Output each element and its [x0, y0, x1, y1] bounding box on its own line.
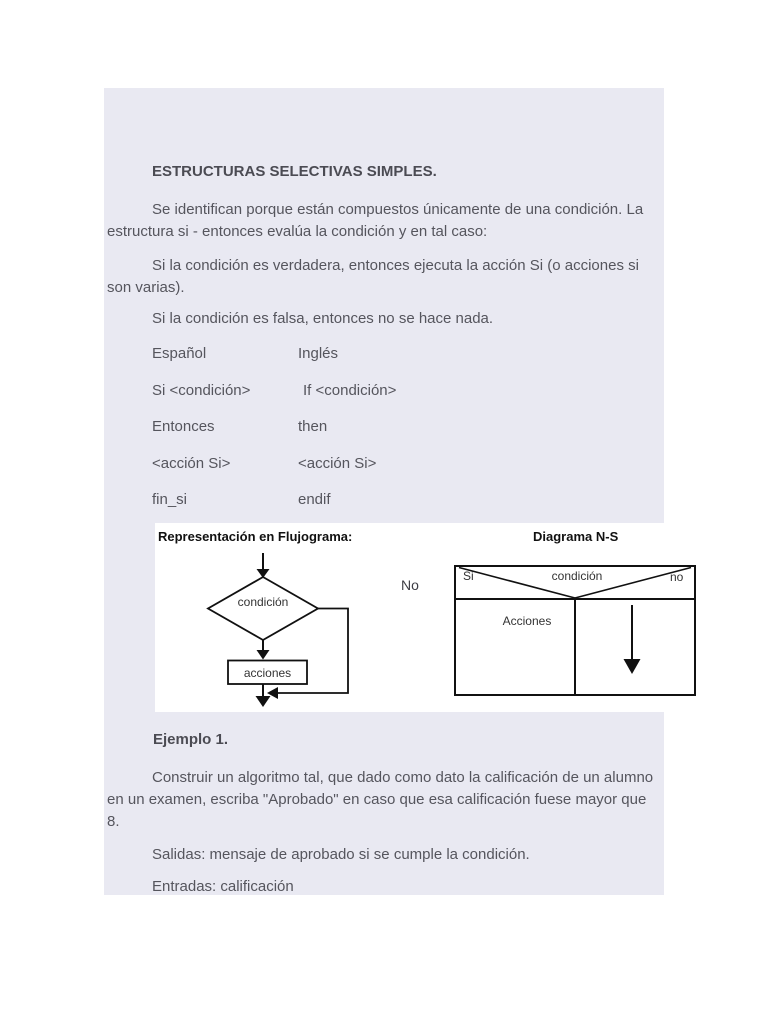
table-cell-en: <acción Si> [298, 455, 377, 472]
ns-condition-label: condición [551, 569, 603, 583]
table-cell-es: fin_si [152, 491, 188, 508]
section-heading: ESTRUCTURAS SELECTIVAS SIMPLES. [152, 163, 437, 180]
flow-yes-arrow [257, 640, 270, 660]
paragraph-line: Construir un algoritmo tal, que dado como dato la calificación de un alumno [152, 769, 654, 786]
paragraph-line: estructura si - entonces evalúa la condición y en tal caso: [107, 223, 488, 240]
table-cell-en: endif [298, 491, 331, 508]
example-outputs-line: Salidas: mensaje de aprobado si se cumple la condición. [152, 846, 530, 863]
table-cell-es: <acción Si> [152, 455, 231, 472]
paragraph-line: son varias). [107, 279, 185, 296]
table-cell-en: then [298, 418, 328, 435]
paragraph-line: en un examen, escriba "Aprobado" en caso que esa calificación fuese mayor que [107, 791, 647, 808]
flow-entry-arrow [257, 553, 270, 578]
table-cell-es: Español [152, 345, 207, 362]
table-cell-es: Si <condición> [152, 382, 251, 399]
paragraph-line: Se identifican porque están compuestos únicamente de una condición. La [152, 201, 644, 218]
example-inputs-line: Entradas: calificación [152, 878, 294, 895]
flow-exit-arrow [256, 684, 271, 707]
flowchart-actions-label: acciones [243, 666, 292, 680]
paragraph-line: Si la condición es falsa, entonces no se hace nada. [152, 310, 494, 327]
example-heading: Ejemplo 1. [153, 731, 229, 748]
flowchart-no-label: No [401, 577, 419, 593]
table-cell-es: Entonces [152, 418, 215, 435]
flowchart-condition-label: condición [237, 595, 289, 609]
paragraph-line: 8. [107, 813, 120, 830]
paragraph-line: Si la condición es verdadera, entonces ejecuta la acción Si (o acciones si [152, 257, 639, 274]
table-cell-en: Inglés [298, 345, 339, 362]
ns-yes-label: Si [463, 569, 474, 583]
table-cell-en: If <condición> [303, 382, 397, 399]
flowchart-title: Representación en Flujograma: [158, 529, 353, 544]
ns-no-label: no [670, 570, 684, 584]
ns-diagram-title: Diagrama N-S [533, 529, 619, 544]
ns-actions-label: Acciones [502, 614, 552, 628]
flow-and-ns-diagram-graphic [155, 523, 713, 712]
